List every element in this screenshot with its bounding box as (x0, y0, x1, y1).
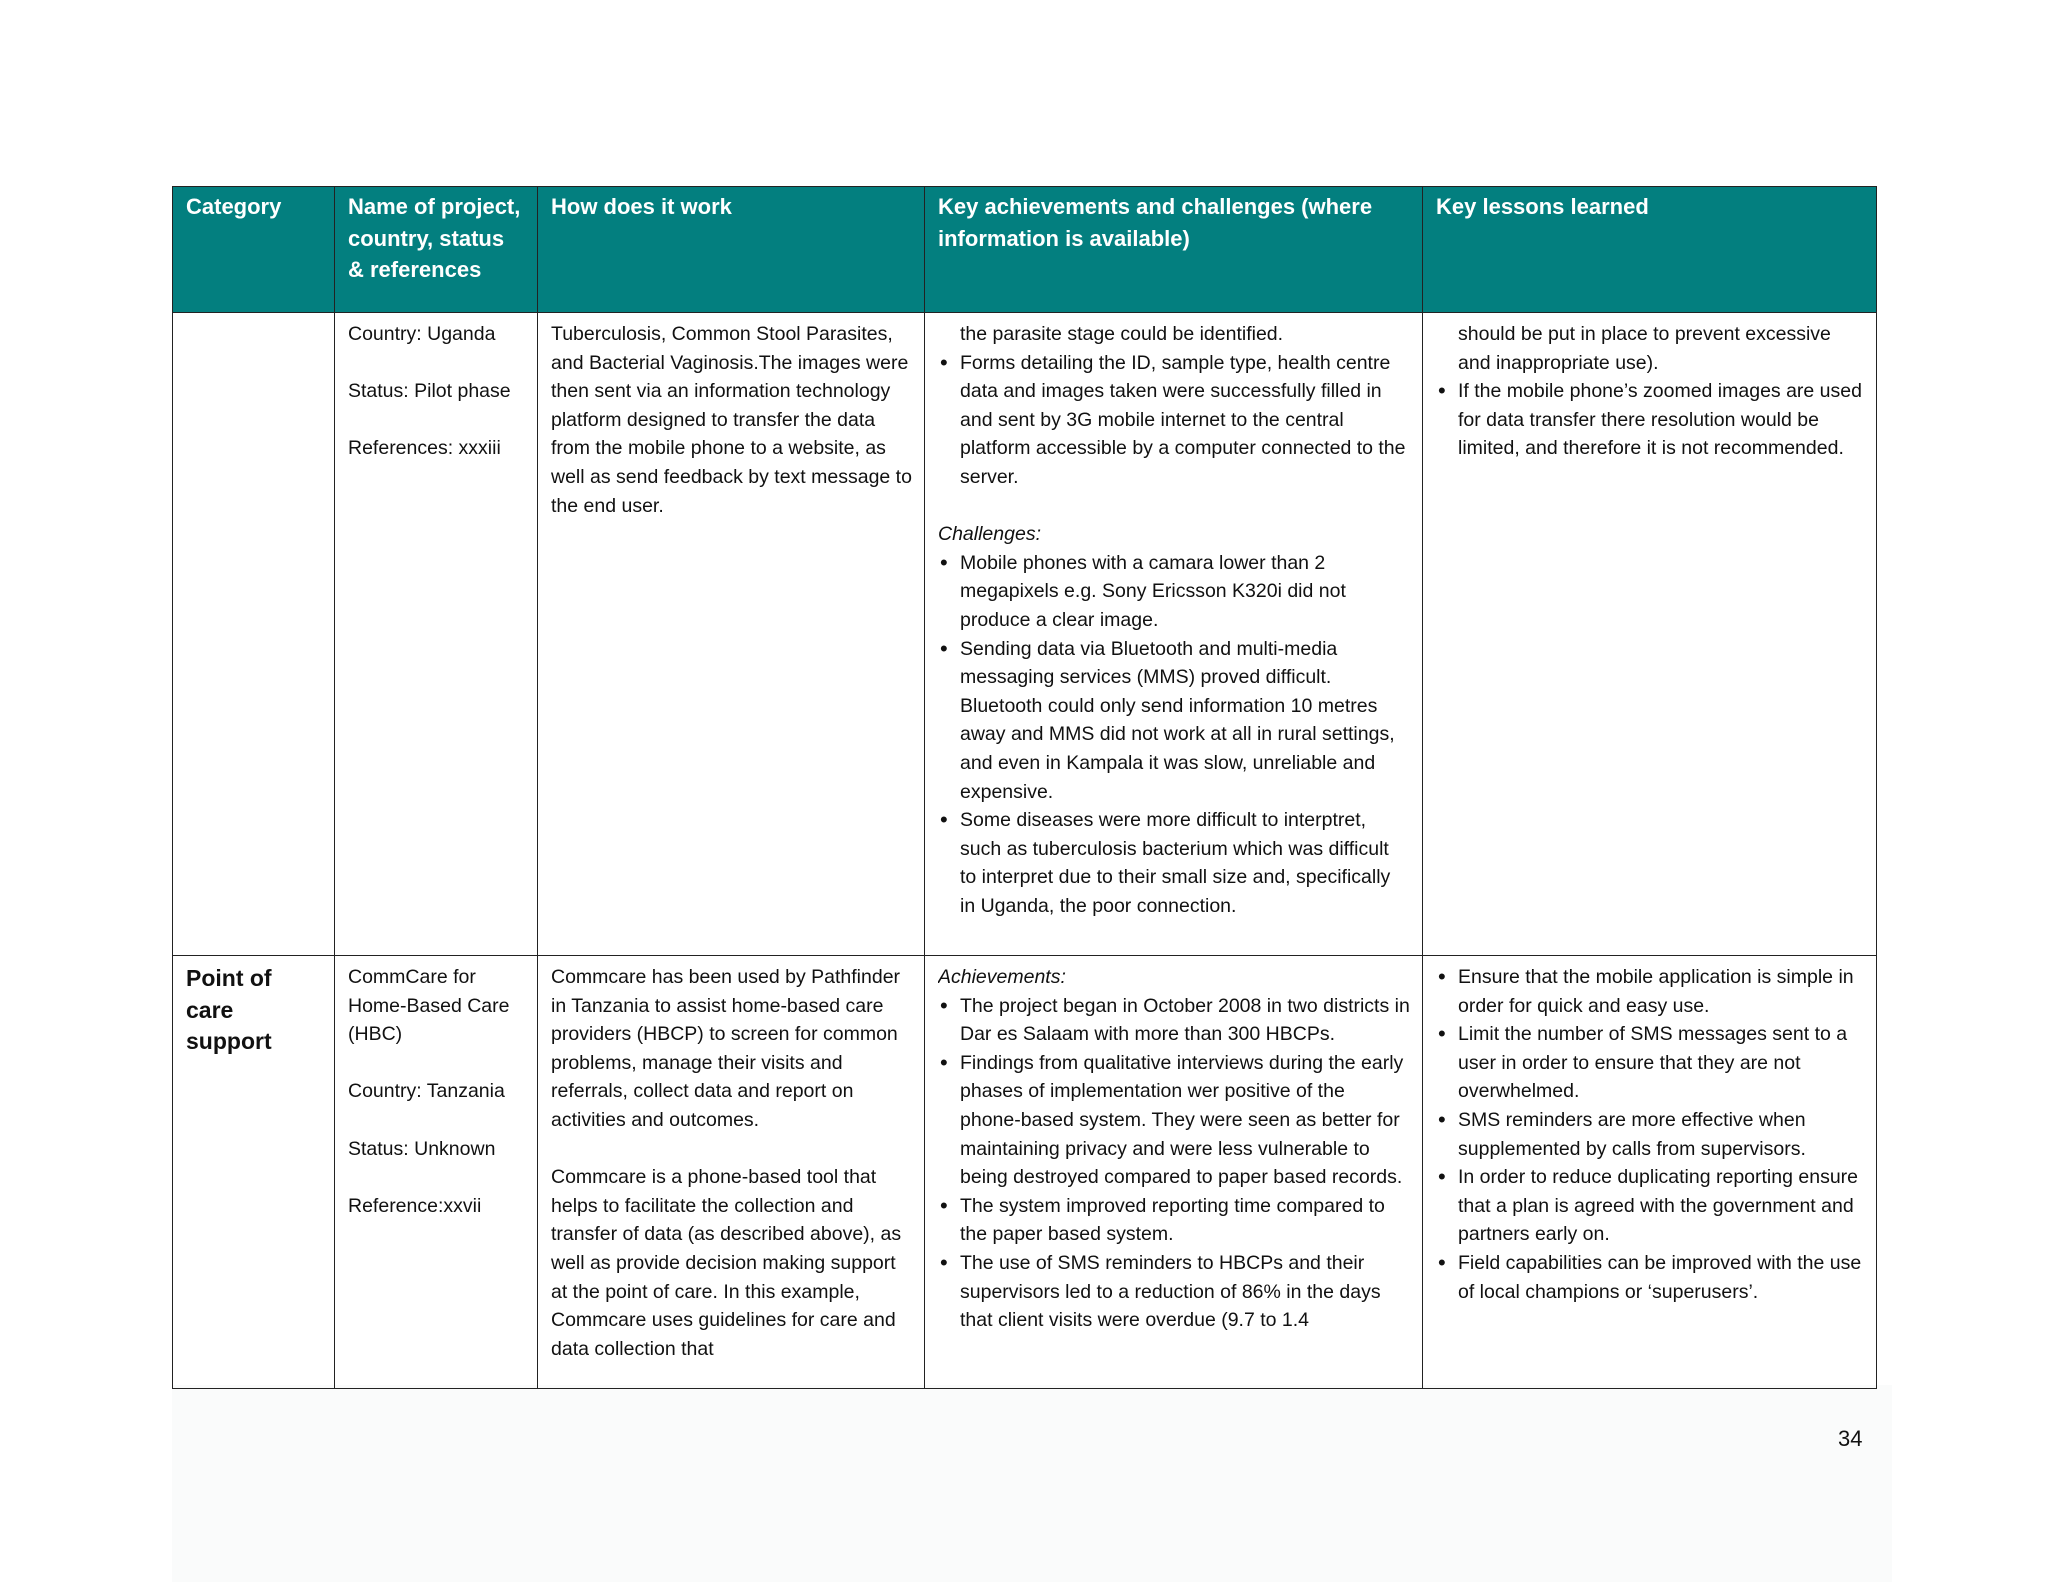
table-header-row (173, 187, 1877, 313)
lessons-list (1436, 377, 1864, 463)
header-how: How does it work (538, 187, 925, 313)
list-item: • The system improved reporting time compared to the paper based system. (938, 1192, 1410, 1249)
page-background-wash (172, 1385, 1892, 1582)
list-item: • Sending data via Bluetooth and multi-media messaging services (MMS) proved difficult. Bluetooth could only send information 10 metres away and MMS did not work at all in rural settings, and even in Kampala it was slow, unreliable and expensive. (938, 635, 1410, 807)
lessons-cell (1423, 313, 1877, 956)
project-name: CommCare for Home-Based Care (HBC) (348, 966, 510, 1046)
table-row (173, 956, 1877, 1389)
project-country: Country: Uganda (348, 323, 496, 345)
challenges-label: Challenges: (938, 523, 1041, 546)
projects-table (172, 186, 1877, 1389)
how-paragraph: Commcare is a phone-based tool that helps to facilitate the collection and transfer of data (as described above), as well as provide decision making support at the point of care. In this example, Commcare uses guidelines for care and data collection that (551, 1166, 902, 1360)
project-references: References: xxxiii (348, 437, 501, 460)
header-project: Name of project, country, status & references (335, 187, 538, 313)
project-status: Status: Pilot phase (348, 380, 511, 403)
list-item: • Limit the number of SMS messages sent to a user in order to ensure that they are not overwhelmed. (1436, 1020, 1864, 1106)
project-status: Status: Unknown (348, 1137, 496, 1160)
category-cell (173, 313, 335, 956)
achievements-continuation: the parasite stage could be identified. (960, 323, 1284, 345)
achievements-cell (925, 313, 1423, 956)
list-item: • Findings from qualitative interviews during the early phases of implementation wer positive of the phone-based system. They were seen as better for maintaining privacy and were less vulnerable to being destroyed compared to paper based records. (938, 1049, 1410, 1192)
category-label: Point of care support (186, 965, 272, 1054)
header-category: Category (173, 187, 335, 313)
achievements-list (938, 349, 1410, 492)
page-number: 34 (1838, 1426, 1863, 1451)
lessons-list (1436, 963, 1864, 1306)
list-item: • Ensure that the mobile application is simple in order for quick and easy use. (1436, 963, 1864, 1020)
how-cell (538, 313, 925, 956)
category-cell (173, 956, 335, 1389)
how-text: Tuberculosis, Common Stool Parasites, and Bacterial Vaginosis.The images were then sent via an information technology platform designed to transfer the data from the mobile phone to a website, as well as send feedback by text message to the end user. (551, 323, 912, 517)
challenges-list (938, 549, 1410, 921)
how-paragraph: Commcare has been used by Pathfinder in Tanzania to assist home-based care providers (HBCP) to screen for common problems, manage their visits and referrals, collect data and report on activities and outcomes. (551, 966, 901, 1131)
project-reference: Reference:xxvii (348, 1194, 482, 1217)
header-lessons: Key lessons learned (1423, 187, 1877, 313)
lessons-cell (1423, 956, 1877, 1389)
lessons-continuation: should be put in place to prevent excessive and inappropriate use). (1458, 323, 1831, 374)
achievements-list (938, 992, 1410, 1335)
project-country: Country: Tanzania (348, 1080, 505, 1103)
how-cell (538, 956, 925, 1389)
list-item: • Mobile phones with a camara lower than 2 megapixels e.g. Sony Ericsson K320i did not produce a clear image. (938, 549, 1410, 635)
list-item: • The use of SMS reminders to HBCPs and their supervisors led to a reduction of 86% in the days that client visits were overdue (9.7 to 1.4 (938, 1249, 1410, 1335)
achievements-label: Achievements: (938, 966, 1066, 988)
achievements-cell (925, 956, 1423, 1389)
project-cell (335, 956, 538, 1389)
list-item: • If the mobile phone’s zoomed images are used for data transfer there resolution would be limited, and therefore it is not recommended. (1436, 377, 1864, 463)
list-item: • In order to reduce duplicating reporting ensure that a plan is agreed with the government and partners early on. (1436, 1163, 1864, 1249)
list-item: • Field capabilities can be improved with the use of local champions or ‘superusers’. (1436, 1249, 1864, 1306)
list-item: • SMS reminders are more effective when supplemented by calls from supervisors. (1436, 1106, 1864, 1163)
header-achievements: Key achievements and challenges (where information is available) (925, 187, 1423, 313)
list-item: • The project began in October 2008 in two districts in Dar es Salaam with more than 300 HBCPs. (938, 992, 1410, 1049)
table-row (173, 313, 1877, 956)
project-cell (335, 313, 538, 956)
list-item: • Some diseases were more difficult to interptret, such as tuberculosis bacterium which was difficult to interpret due to their small size and, specifically in Uganda, the poor connection. (938, 806, 1410, 920)
list-item: • Forms detailing the ID, sample type, health centre data and images taken were successfully filled in and sent by 3G mobile internet to the central platform accessible by a computer connected to the server. (938, 349, 1410, 492)
